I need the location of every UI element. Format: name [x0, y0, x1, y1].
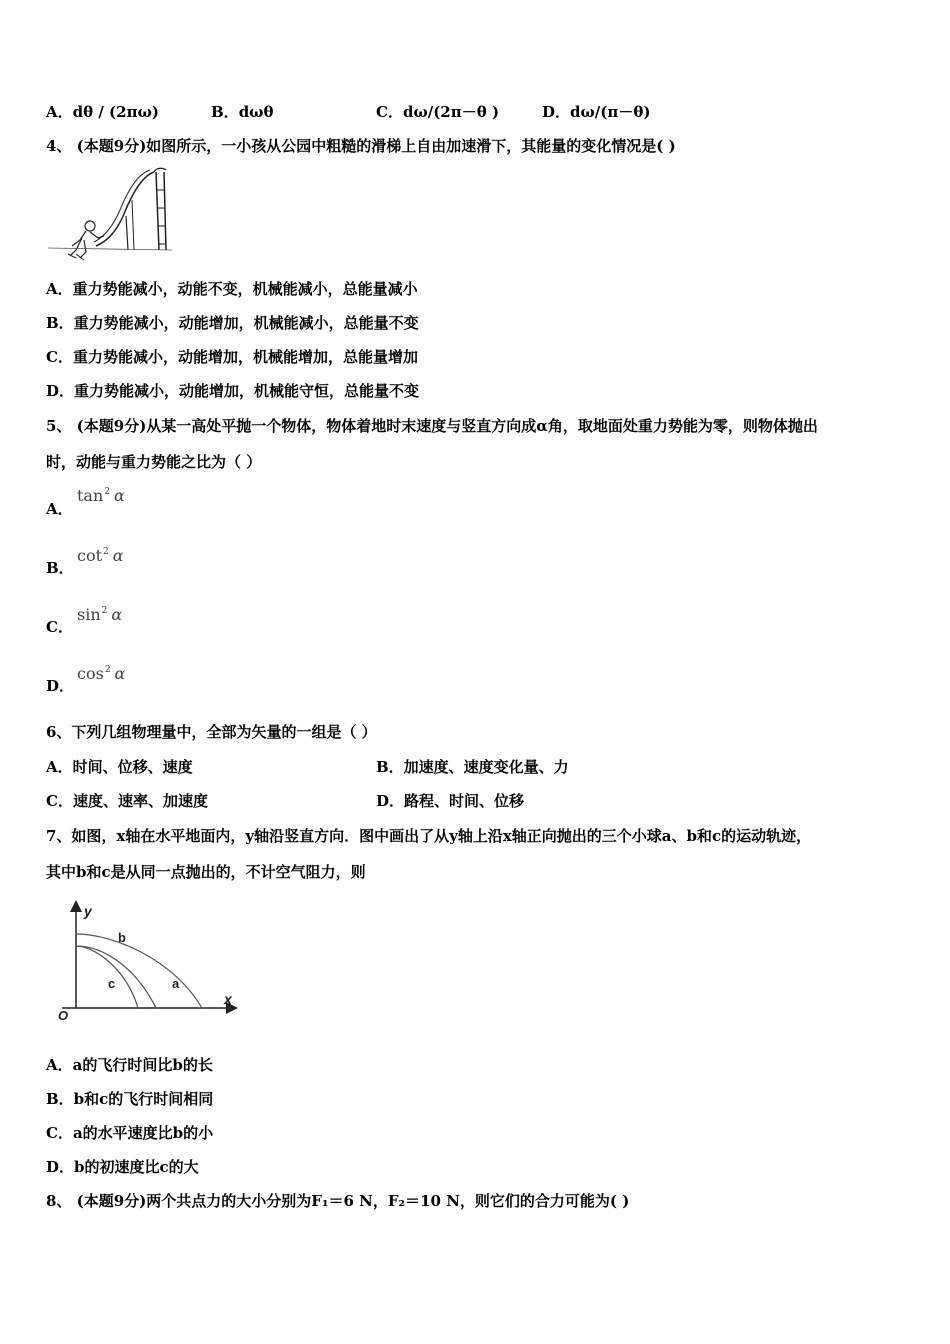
q3-option-b-text: dωθ — [238, 103, 274, 121]
q7-option-b: B．b和c的飞行时间相同 — [46, 1090, 214, 1108]
q5-option-c-label: C． — [46, 618, 73, 636]
q5-option-b-var: α — [112, 546, 124, 565]
q3-option-d-text: dω/(π－θ) — [570, 103, 651, 121]
q3-option-c — [376, 102, 499, 122]
q5-option-b-formula — [77, 546, 124, 565]
q5-option-c-var: α — [111, 605, 123, 624]
q3-option-a — [46, 102, 159, 122]
q5-option-c-exp: 2 — [101, 606, 108, 616]
q3-option-c-text: dω/(2π－θ ) — [402, 103, 500, 121]
q7-option-a: A．a的飞行时间比b的长 — [46, 1056, 213, 1074]
q5-option-c-formula — [77, 605, 122, 624]
q5-option-a-exp: 2 — [104, 487, 111, 497]
q5-option-d-exp: 2 — [104, 665, 111, 675]
q7-option-d: D．b的初速度比c的大 — [46, 1158, 199, 1176]
q3-option-d-label: D． — [542, 103, 571, 121]
q5-option-b-fn: cot — [77, 546, 103, 565]
q7-option-c: C．a的水平速度比b的小 — [46, 1124, 214, 1142]
q5-stem-line1: 5、 (本题9分)从某一高处平抛一个物体，物体着地时末速度与竖直方向成α角，取地面处重力势能为零，则物体抛出 — [46, 417, 818, 435]
q3-option-c-label: C． — [376, 103, 403, 121]
label-a: a — [172, 976, 180, 991]
q5-option-a-fn: tan — [77, 486, 104, 505]
q4-option-d: D．重力势能减小，动能增加，机械能守恒，总能量不变 — [46, 382, 420, 400]
q5-option-c-fn: sin — [77, 605, 101, 624]
q5-option-b-exp: 2 — [103, 547, 109, 557]
q3-option-a-text: dθ / (2πω) — [72, 103, 159, 121]
q6-option-a: A．时间、位移、速度 — [46, 758, 193, 776]
q8-stem: 8、 (本题9分)两个共点力的大小分别为F₁＝6 N，F₂＝10 N，则它们的合力可能为( ) — [46, 1192, 630, 1210]
trajectory-diagram — [54, 900, 238, 1026]
q5-option-d-label: D． — [46, 677, 75, 695]
q3-option-b — [211, 102, 273, 122]
q5-option-a-label: A． — [46, 500, 73, 518]
q5-option-b-label: B． — [46, 559, 74, 577]
q4-option-a: A．重力势能减小，动能不变，机械能减小，总能量减小 — [46, 280, 418, 298]
origin-label: O — [58, 1008, 69, 1023]
q6-option-d: D．路程、时间、位移 — [376, 792, 525, 810]
y-axis-label: y — [84, 903, 92, 919]
trajectory-c — [76, 946, 138, 1008]
slide-illustration — [46, 166, 172, 268]
q7-stem-line1: 7、如图，x轴在水平地面内，y轴沿竖直方向．图中画出了从y轴上沿x轴正向抛出的三个小球a、b和c的运动轨迹， — [46, 827, 812, 845]
q6-option-c: C．速度、速率、加速度 — [46, 792, 208, 810]
x-axis-label: x — [224, 991, 232, 1007]
q5-option-a-var: α — [114, 486, 125, 505]
q3-option-a-label: A． — [46, 103, 73, 121]
q7-stem-line2: 其中b和c是从同一点抛出的，不计空气阻力，则 — [46, 863, 366, 881]
q5-option-d-formula — [77, 664, 125, 683]
label-c: c — [108, 976, 116, 991]
q4-option-b: B．重力势能减小，动能增加，机械能减小，总能量不变 — [46, 314, 419, 332]
q4-option-c: C．重力势能减小，动能增加，机械能增加，总能量增加 — [46, 348, 418, 366]
trajectory-a — [76, 934, 202, 1008]
q3-option-d — [542, 102, 650, 122]
q6-stem: 6、下列几组物理量中，全部为矢量的一组是（ ） — [46, 723, 377, 741]
q5-option-d-fn: cos — [77, 664, 104, 683]
q3-option-b-label: B． — [211, 103, 239, 121]
trajectory-b — [76, 946, 156, 1008]
q5-option-d-var: α — [114, 664, 126, 683]
q4-stem: 4、 (本题9分)如图所示，一小孩从公园中粗糙的滑梯上自由加速滑下，其能量的变化情况是( ) — [46, 137, 676, 155]
q6-option-b: B．加速度、速度变化量、力 — [376, 758, 569, 776]
label-b: b — [118, 930, 126, 945]
q5-option-a-formula — [77, 486, 125, 505]
q5-stem-line2: 时，动能与重力势能之比为（ ） — [46, 453, 262, 471]
